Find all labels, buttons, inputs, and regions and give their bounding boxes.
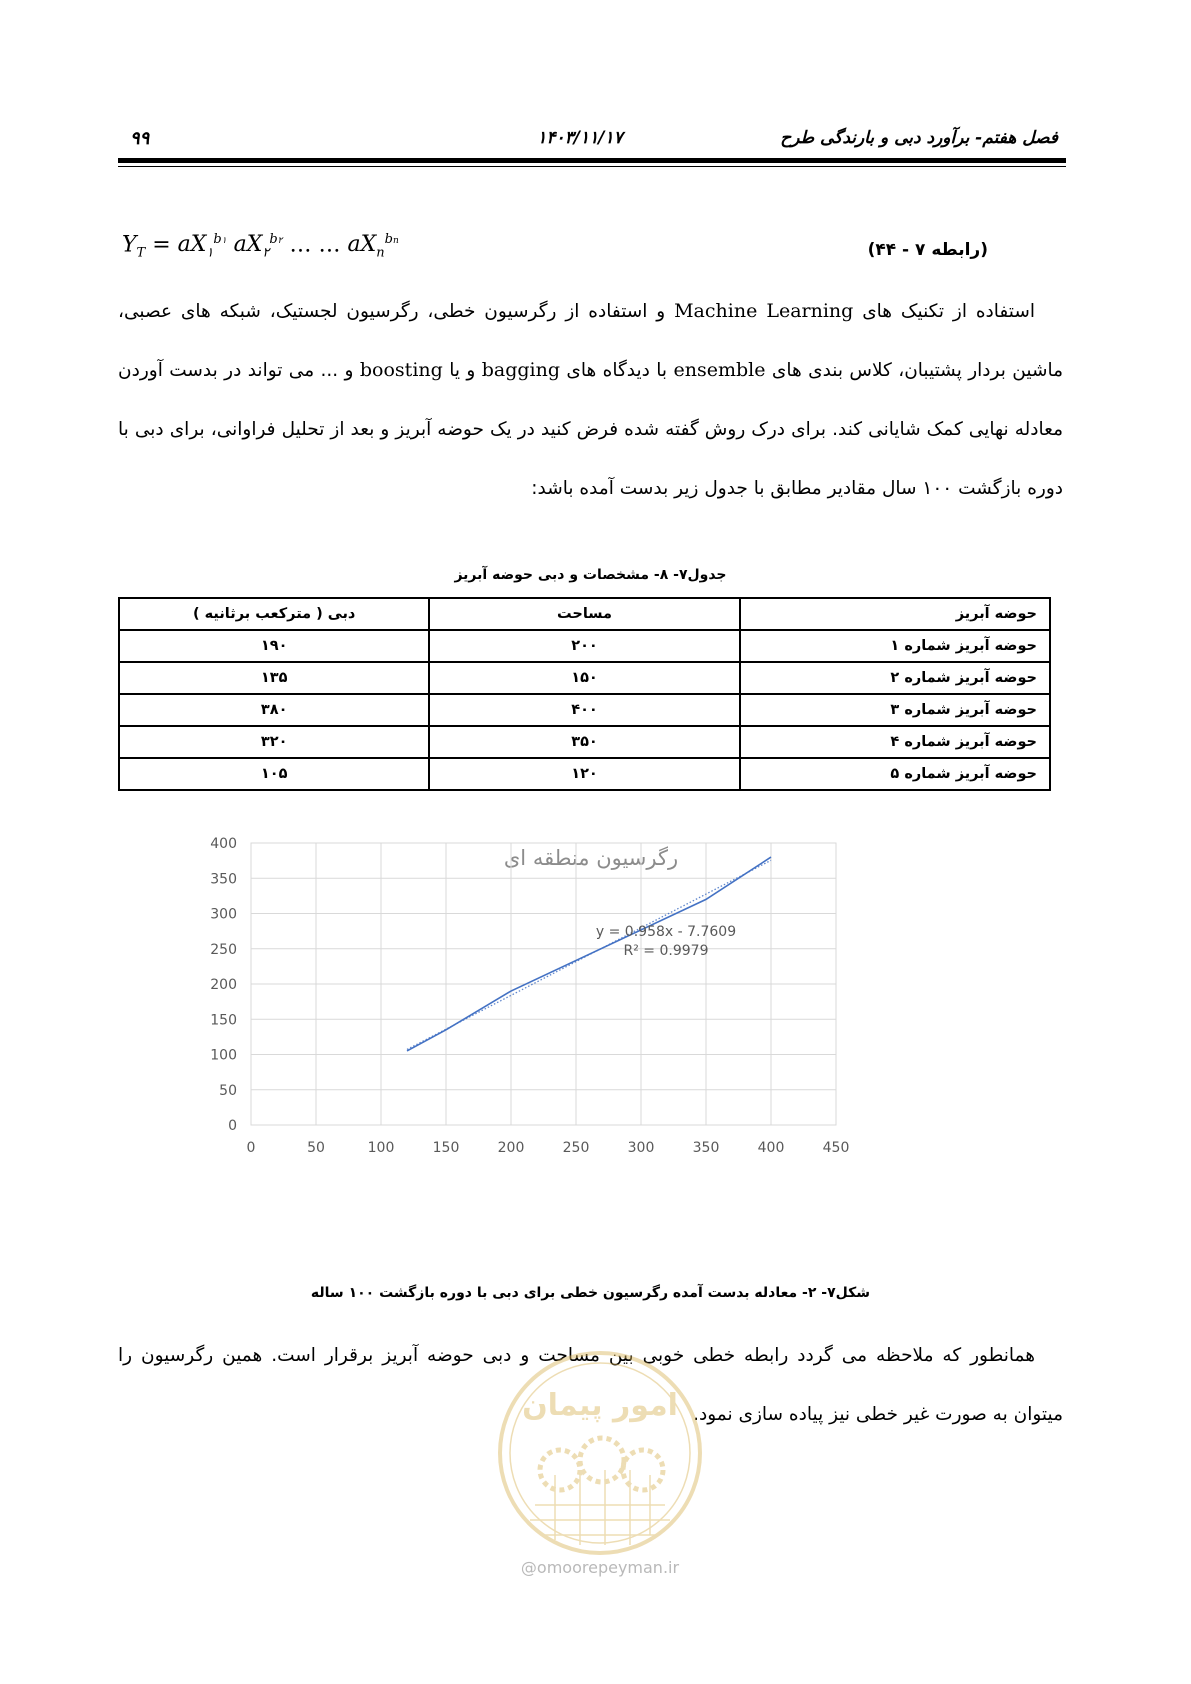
- table-caption: جدول۷- ۸- مشخصات و دبی حوضه آبریز: [454, 567, 727, 583]
- y-tick-label: 150: [210, 1012, 237, 1029]
- x-tick-label: 400: [757, 1140, 785, 1156]
- chart-grid: [251, 843, 836, 1125]
- x-tick-label: 200: [497, 1140, 525, 1156]
- y-tick-label: 400: [210, 836, 237, 852]
- table-cell: ۳۲۰: [119, 726, 429, 758]
- formula-term-2: $aX_۲^{b۲}$: [233, 232, 283, 261]
- series-line: [407, 857, 771, 1051]
- x-tick-label: 150: [432, 1140, 460, 1156]
- table-cell: حوضه آبریز شماره ۲: [740, 662, 1050, 694]
- formula-ellipsis: … …: [289, 232, 341, 258]
- table-header-area: مساحت: [429, 598, 739, 630]
- y-tick-label: 50: [219, 1082, 237, 1099]
- y-tick-label: 200: [210, 977, 237, 993]
- conclusion-paragraph: همانطور که ملاحظه می گردد رابطه خطی خوبی بین مساحت و دبی حوضه آبریز برقرار است. همین رگرسیون را میتوان به صورت غیر خطی نیز پیاده سازی نمود.: [118, 1345, 1063, 1425]
- x-tick-label: 450: [822, 1140, 850, 1156]
- x-tick-label: 350: [692, 1140, 720, 1156]
- watermark-logo-text: امور پیمان: [522, 1388, 678, 1423]
- trendline-equation: y = 0.958x - 7.7609: [595, 924, 737, 940]
- x-tick-label: 250: [562, 1140, 590, 1156]
- x-tick-label: 50: [307, 1140, 325, 1156]
- table-cell: ۱۲۰: [429, 758, 739, 790]
- chart-title: رگرسیون منطقه ای: [503, 846, 679, 870]
- y-tick-label: 0: [228, 1118, 237, 1134]
- table-header-discharge: دبی ( مترکعب برثانیه ): [119, 598, 429, 630]
- x-tick-label: 0: [246, 1140, 256, 1156]
- y-tick-label: 250: [210, 941, 237, 958]
- equation-reference: (رابطه ۷ - ۴۴): [867, 240, 988, 260]
- x-tick-label: 300: [627, 1140, 655, 1156]
- y-tick-label: 100: [210, 1047, 237, 1064]
- formula-term-1: $aX_۱^{b۱}$: [177, 232, 227, 261]
- x-tick-label: 100: [367, 1140, 395, 1156]
- formula-lhs: Y: [122, 232, 137, 258]
- table-cell: حوضه آبریز شماره ۵: [740, 758, 1050, 790]
- table-cell: حوضه آبریز شماره ۳: [740, 694, 1050, 726]
- table-cell: ۱۳۵: [119, 662, 429, 694]
- table-cell: ۳۵۰: [429, 726, 739, 758]
- table-cell: ۱۰۵: [119, 758, 429, 790]
- watermark-logo: [490, 1345, 710, 1560]
- trendline-r-squared: R² = 0.9979: [623, 943, 709, 959]
- watermark-url: @omoorepeyman.ir: [520, 1558, 680, 1577]
- table-cell: حوضه آبریز شماره ۱: [740, 630, 1050, 662]
- table-cell: ۲۰۰: [429, 630, 739, 662]
- table-cell: ۱۵۰: [429, 662, 739, 694]
- table-cell: ۴۰۰: [429, 694, 739, 726]
- page-number: ۹۹: [130, 128, 150, 149]
- chart-tick-labels: [210, 836, 849, 1156]
- chart-series: [407, 857, 771, 1051]
- table-cell: ۱۹۰: [119, 630, 429, 662]
- y-tick-label: 350: [210, 871, 237, 888]
- header-date: ۱۴۰۳/۱۱/۱۷: [537, 128, 623, 148]
- table-cell: حوضه آبریز شماره ۴: [740, 726, 1050, 758]
- regression-formula: $Y_T = aX_۱^{b۱}$ $aX_۲^{b۲}$ … … $aX_n^{bn}$: [122, 232, 399, 261]
- y-tick-label: 300: [210, 906, 237, 923]
- chapter-title: فصل هفتم- برآورد دبی و بارندگی طرح: [780, 128, 1058, 148]
- table-cell: ۳۸۰: [119, 694, 429, 726]
- table-header-basin: حوضه آبریز: [740, 598, 1050, 630]
- intro-paragraph: استفاده از تکنیک های Machine Learning و استفاده از رگرسیون خطی، رگرسیون لجستیک، شبکه های عصبی، ماشین بردار پشتیبان، کلاس بندی های ensemble با دیدگاه های bagging و یا boosting و ... می تواند در بدست آوردن معادله نهایی کمک شایانی کند. برای درک روش گفته شده فرض کنید در یک حوضه آبریز و بعد از تحلیل فراوانی، برای دبی با دوره بازگشت ۱۰۰ سال مقادیر مطابق با جدول زیر بدست آمده باشد:: [118, 300, 1064, 499]
- formula-term-n: $aX_n^{bn}$: [347, 232, 399, 261]
- formula-lhs-sub: T: [136, 245, 146, 261]
- figure-caption: شکل۷- ۲- معادله بدست آمده رگرسیون خطی برای دبی با دوره بازگشت ۱۰۰ ساله: [310, 1285, 871, 1301]
